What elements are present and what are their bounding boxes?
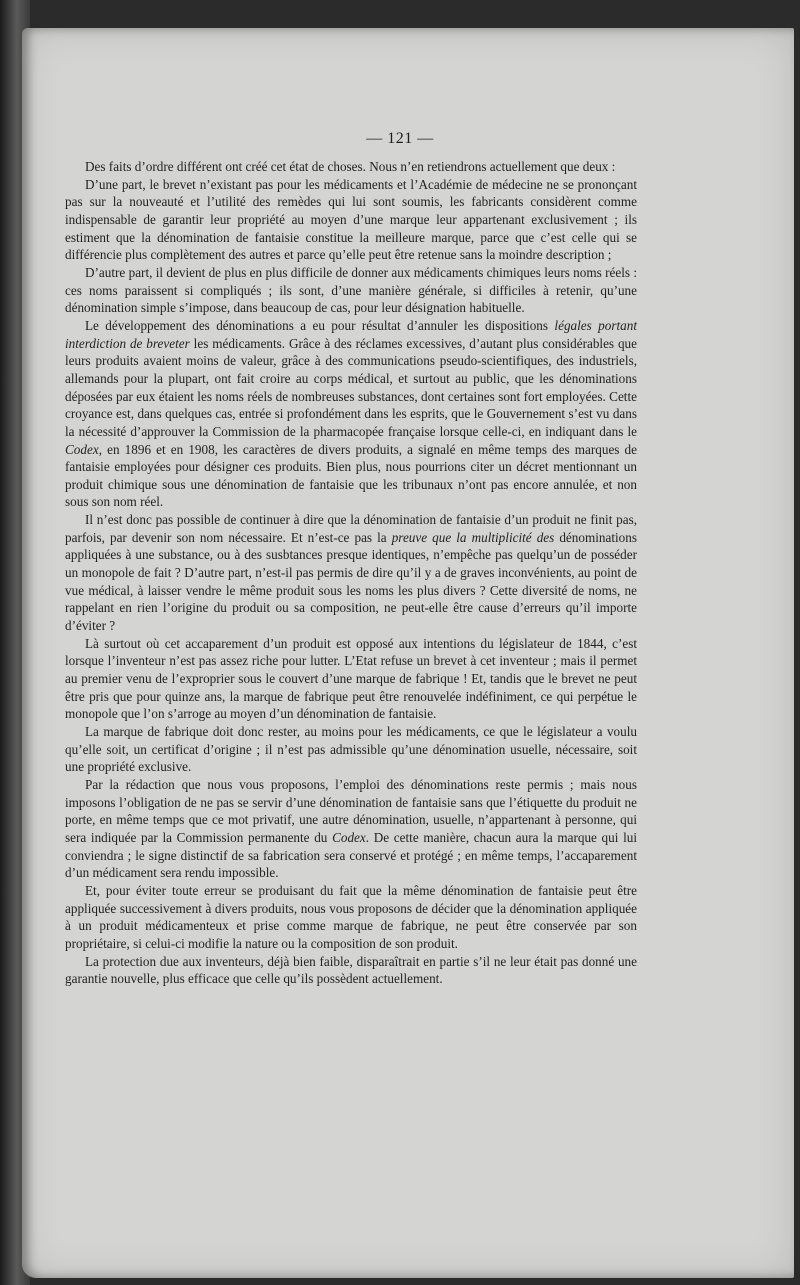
page-number: — 121 —	[366, 130, 434, 147]
italic-text-segment: Codex	[332, 829, 366, 845]
paragraph	[65, 511, 637, 635]
text-segment: Et, pour éviter toute erreur se produisant du fait que la même dénomination de fantaisie peut être appliquée successivement à divers produits, nous vous proposons de décider que la dénomination appliquée à un produit médicamenteux et prise comme marque de fabrique, ne peut être conservée par son propriétaire, si celui-ci modifie la nature ou la composition de son produit.	[65, 882, 637, 951]
body-text	[65, 158, 637, 988]
paragraph	[65, 317, 637, 511]
paragraph	[65, 776, 637, 882]
paragraph	[65, 158, 637, 176]
text-segment: La marque de fabrique doit donc rester, au moins pour les médicaments, ce que le législateur a voulu qu’elle soit, un certificat d’origine ; il n’est pas admissible qu’une dénomination usuelle, nécessaire, soit une propriété exclusive.	[65, 724, 637, 775]
text-segment: D’autre part, il devient de plus en plus difficile de donner aux médicaments chimiques leurs noms réels : ces noms paraissent si compliqués ; ils sont, d’une manière générale, si difficiles à retenir, qu’une dénomination simple s’impose, dans beaucoup de cas, pour leur désignation habituelle.	[65, 264, 637, 316]
paragraph	[65, 264, 637, 317]
text-segment: les médicaments. Grâce à des réclames excessives, d’autant plus considérables que leurs produits avaient moins de valeur, grâce à des communications pseudo-scientifiques, des industriels, allemands pour la plupart, ont fait croire au corps médical, et surtout au public, que les dénominations déposées par eux étaient les noms réels de nombreuses substances, dont certaines sont fort employées. Cette croyance est, dans quelques cas, entrée si profondément dans les esprits, que le Gouvernement s’est vu dans la nécessité d’approuver la Commission de la pharmacopée française lorsque celle-ci, en indiquant dans le	[65, 335, 638, 439]
paragraph	[65, 953, 637, 988]
italic-text-segment: légales portant interdiction de breveter	[65, 317, 637, 351]
text-segment: Là surtout où cet accaparement d’un produit est opposé aux intentions du législateur de 1844, c’est lorsque l’inventeur n’est pas assez riche pour lutter. L’Etat refuse un brevet à cet inventeur ; mais il permet au premier venu de l’exproprier sous le couvert d’une marque de fabrique ! Et, tandis que le brevet ne peut être pris que pour quinze ans, la marque de fabrique peut être renouvelée indéfiniment, ce qui perpétue le monopole que l’on s’arroge au moyen d’un dénomination de fantaisie.	[65, 635, 637, 722]
text-segment: La protection due aux inventeurs, déjà bien faible, disparaîtrait en partie s’il ne leur était pas donné une garantie nouvelle, plus efficace que celle qu’ils possèdent actuellement.	[65, 953, 637, 987]
text-segment: D’une part, le brevet n’existant pas pour les médicaments et l’Académie de médecine ne se prononçant pas sur la nouveauté et l’utilité des remèdes qui lui sont soumis, les fabricants considèrent comme indispensable de garantir leur propriété au moyen d’une marque leur appartenant exclusivement ; ils estiment que la dénomination de fantaisie constitue la meilleure marque, parce que c’est celle qui se différencie plus complètement des autres et parce qu’elle peut être retenue sans la moindre description ;	[65, 176, 637, 263]
italic-text-segment: preuve que la multiplicité des	[391, 529, 555, 545]
paragraph	[65, 635, 637, 723]
text-segment: Il n’est donc pas possible de continuer à dire que la dénomination de fantaisie d’un produit ne finit pas, parfois, par devenir son nom nécessaire. Et n’est-ce pas la	[65, 512, 637, 545]
paragraph	[65, 723, 637, 776]
italic-text-segment: Codex	[65, 441, 99, 457]
paragraph	[65, 176, 637, 264]
paragraph	[65, 882, 637, 953]
text-segment: . De cette manière, chacun aura la marque qui lui conviendra ; le signe distinctif de sa fabrication sera conservé et protégé ; en même temps, l’accaparement d’un médicament sera rendu impossible.	[65, 829, 638, 881]
text-segment: Des faits d’ordre différent ont créé cet état de choses. Nous n’en retiendrons actuellement que deux :	[85, 159, 616, 174]
text-segment: Par la rédaction que nous vous proposons, l’emploi des dénominations reste permis ; mais nous imposons l’obligation de ne pas se servir d’une dénomination de fantaisie sans que l’étiquette du produit ne porte, en même temps que ce mot privatif, une autre dénomination, usuelle, n’appartenant à personne, qui sera indiquée par la Commission permanente du	[65, 776, 637, 845]
text-segment: Le développement des dénominations a eu pour résultat d’annuler les dispositions	[85, 317, 555, 333]
text-segment: , en 1896 et en 1908, les caractères de divers produits, a signalé en même temps des marques de fantaisie employées pour désigner ces produits. Bien plus, nous pourrions citer un décret mentionnant un produit chimique sous une dénomination de fantaisie que les tribunaux n’ont pas encore annulée, et non sous son nom réel.	[65, 441, 637, 510]
text-segment: dénominations appliquées à une substance, ou à des susbtances presque identiques, n’empêche pas quelqu’un de posséder un monopole de fait ? D’autre part, n’est-il pas permis de dire qu’il y a de graves inconvénients, au point de vue médical, à laisser vendre le même produit sous les noms les plus divers ? Cette diversité de noms, ne rappelant en rien l’origine du produit ou sa composition, ne peut-elle être cause d’erreurs qu’il importe d’éviter ?	[65, 529, 637, 634]
